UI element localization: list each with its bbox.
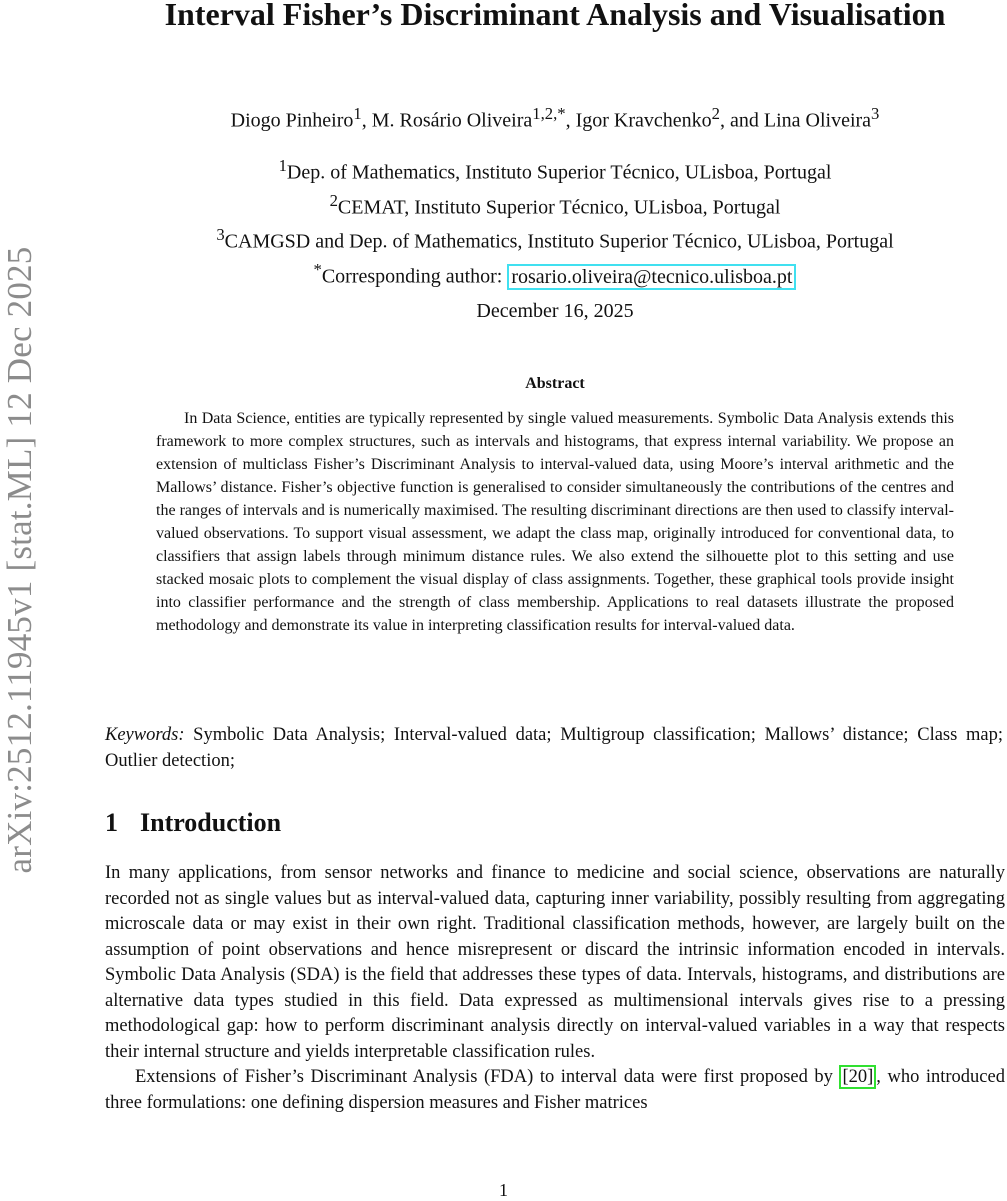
author-name: Diogo Pinheiro [230, 109, 354, 132]
affiliation-mark: 1 [278, 156, 287, 175]
abstract-text: In Data Science, entities are typically represented by single valued measurements. Symbolic Data Analysis extends this framework to more complex structures, such as intervals and histograms, that express internal variability. We propose an extension of multiclass Fisher’s Discriminant Analysis to interval-valued data, using Moore’s interval arithmetic and the Mallows’ distance. Fisher’s objective function is generalised to consider simultaneously the contributions of the centres and the ranges of intervals and is numerically maximised. The resulting discriminant directions are then used to classify interval-valued observations. To support visual assessment, we adapt the class map, originally introduced for conventional data, to classifiers that assign labels through minimum distance rules. We also extend the silhouette plot to this setting and use stacked mosaic plots to complement the visual display of class assignments. Together, these graphical tools provide insight into classifier performance and the strength of class membership. Applications to real datasets illustrate the proposed methodology and demonstrate its value in interpreting classification results for interval-valued data. [156, 410, 954, 634]
introduction-body [105, 861, 1005, 1116]
corresponding-label: Corresponding author: [321, 265, 508, 288]
affiliation-line [100, 221, 1007, 256]
affiliation-mark: 2 [329, 190, 338, 210]
author-separator: , [361, 109, 372, 132]
author-separator: , [565, 109, 576, 132]
keywords-text: Symbolic Data Analysis; Interval-valued data; Multigroup classification; Mallows’ distance; Class map; Outlier detection; [105, 725, 1003, 771]
page-number: 1 [499, 1180, 508, 1200]
keywords-label: Keywords: [105, 725, 185, 745]
author-name: M. Rosário Oliveira [371, 109, 533, 132]
section-number: 1 [105, 808, 118, 837]
email-link[interactable]: rosario.oliveira@tecnico.ulisboa.pt [507, 264, 796, 290]
corresponding-mark: * [313, 259, 322, 279]
citation-link[interactable]: [20] [839, 1065, 876, 1089]
affiliation-text: Dep. of Mathematics, Instituto Superior Técnico, ULisboa, Portugal [286, 161, 832, 184]
publication-date: December 16, 2025 [476, 300, 634, 322]
affiliation-line [100, 187, 1007, 222]
affiliations [100, 152, 1007, 291]
author-list [100, 104, 1007, 133]
affiliation-text: CAMGSD and Dep. of Mathematics, Instituto Superior Técnico, ULisboa, Portugal [224, 230, 894, 253]
keywords [105, 722, 1003, 774]
author-affil-mark: 3 [871, 104, 880, 123]
abstract-heading: Abstract [525, 375, 585, 392]
author-affil-mark: 2 [711, 104, 720, 123]
intro-text: , who introduced three formulations: one defining dispersion measures and Fisher matrices [105, 1067, 1005, 1113]
paper-title: Interval Fisher’s Discriminant Analysis and Visualisation [164, 0, 946, 32]
affiliation-text: CEMAT, Instituto Superior Técnico, ULisboa, Portugal [337, 196, 781, 219]
affiliation-line [100, 152, 1007, 187]
section-heading [105, 808, 281, 838]
intro-paragraph [105, 1065, 1005, 1116]
intro-text: Extensions of Fisher’s Discriminant Analysis (FDA) to interval data were first proposed by [135, 1067, 840, 1087]
arxiv-identifier: arXiv:2512.11945v1 [stat.ML] 12 Dec 2025 [0, 246, 39, 874]
author-name: Igor Kravchenko [575, 109, 712, 132]
author-name: Lina Oliveira [763, 109, 872, 132]
author-affil-mark: 1 [353, 104, 362, 123]
author-affil-mark: 1,2,* [532, 104, 566, 123]
affiliation-mark: 3 [216, 225, 225, 245]
intro-paragraph: In many applications, from sensor networks and finance to medicine and social science, observations are naturally recorded not as single values but as interval-valued data, capturing inner variability, possibly resulting from aggregating microscale data or may exist in their own right. Traditional classification methods, however, are largely built on the assumption of point observations and hence misrepresent or discard the intrinsic information encoded in intervals. Symbolic Data Analysis (SDA) is the field that addresses these types of data. Intervals, histograms, and distributions are alternative data types studied in this field. Data expressed as multimensional intervals gives rise to a pressing methodological gap: how to perform discriminant analysis directly on interval-valued variables in a way that respects their internal structure and yields interpretable classification rules. [105, 863, 1005, 1062]
section-title: Introduction [140, 808, 282, 837]
corresponding-author-line [100, 256, 1007, 291]
author-separator: , and [719, 109, 764, 132]
